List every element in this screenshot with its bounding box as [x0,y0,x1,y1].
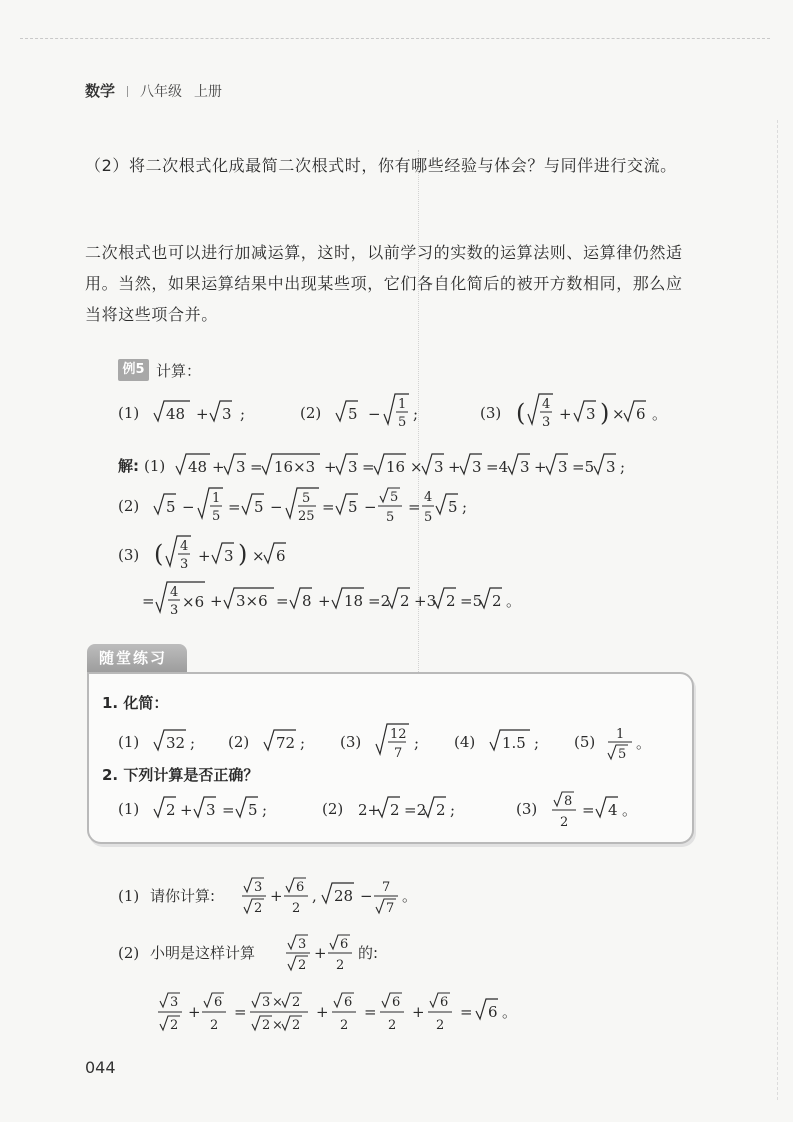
svg-text:5: 5 [424,510,433,525]
svg-text:=5: =5 [572,458,595,476]
svg-text:3×6: 3×6 [236,592,268,610]
svg-text:5: 5 [166,498,176,516]
grade-label: 八年级 [140,84,183,100]
svg-text:+: + [448,458,461,476]
svg-text:+: + [314,944,327,962]
page-edge [777,120,779,1100]
svg-text:,: , [312,887,317,905]
svg-text:6: 6 [440,995,449,1010]
svg-text:8: 8 [564,794,573,809]
svg-text:(1): (1) [144,457,166,475]
svg-text:=: = [276,592,289,610]
svg-text:(2): (2) [118,944,140,962]
svg-text:3: 3 [222,405,232,423]
svg-text:2: 2 [436,801,446,819]
svg-text:=: = [408,498,421,516]
svg-text:1: 1 [212,491,221,506]
svg-text:3: 3 [606,458,616,476]
svg-text:6: 6 [340,937,349,952]
practice-q2-items [118,788,678,834]
svg-text:2: 2 [492,592,502,610]
svg-text:2: 2 [446,592,456,610]
svg-text:5: 5 [302,491,311,506]
svg-text:2: 2 [388,1018,397,1033]
svg-text:2: 2 [292,901,301,916]
discussion-paragraph: （2）将二次根式化成最简二次根式时，你有哪些经验与体会？与同伴进行交流。 [85,156,677,175]
svg-text:(: ( [516,399,526,427]
svg-text:(: ( [154,540,164,568]
svg-text:。: 。 [622,801,638,819]
svg-text:(1): (1) [118,800,140,818]
svg-text:3: 3 [206,801,216,819]
svg-text:−: − [368,405,381,423]
svg-text:;: ; [190,734,196,752]
header-divider [127,86,128,97]
svg-text:+: + [196,405,209,423]
svg-text:;: ; [300,734,306,752]
svg-text:3: 3 [348,458,358,476]
svg-text:=: = [460,1003,473,1021]
svg-text:8: 8 [302,592,312,610]
svg-text:16×3: 16×3 [274,458,316,476]
svg-text:72: 72 [276,734,296,752]
top-rule [20,38,770,39]
rule-paragraph: 二次根式也可以进行加减运算，这时，以前学习的实数的运算法则、运算律仍然适用。当然，如果运算结果中出现某些项，它们各自化简后的被开方数相同，那么应当将这些项合并。 [85,243,683,324]
svg-text:(2): (2) [228,733,250,751]
svg-text:+: + [412,1003,425,1021]
svg-text:3: 3 [586,405,596,423]
svg-text:+: + [210,592,223,610]
svg-text:5: 5 [618,747,627,762]
solution-line-2 [118,484,598,532]
bottom-question-2 [118,930,518,980]
svg-text:+: + [318,592,331,610]
svg-text:2: 2 [254,901,263,916]
svg-text:;: ; [620,458,626,476]
svg-text:1: 1 [616,727,625,742]
svg-text:16: 16 [386,458,406,476]
svg-text:6: 6 [488,1003,498,1021]
svg-text:(2): (2) [300,404,322,422]
svg-text:×6: ×6 [182,593,205,611]
svg-text:3: 3 [170,995,179,1010]
volume-label: 上册 [194,84,223,100]
running-header [85,80,222,101]
svg-text:;: ; [414,734,420,752]
svg-text:3: 3 [434,458,444,476]
svg-text:5: 5 [248,801,258,819]
svg-text:12: 12 [390,727,407,742]
svg-text:;: ; [450,801,456,819]
svg-text:5: 5 [390,490,399,505]
svg-text:(2): (2) [322,800,344,818]
svg-text:+: + [270,887,283,905]
svg-text:2: 2 [292,1018,301,1033]
svg-text:1: 1 [398,397,407,412]
svg-text:3: 3 [180,557,189,572]
svg-text:1.5: 1.5 [502,734,526,752]
svg-text:2: 2 [170,1018,179,1033]
svg-text:=5: =5 [460,592,483,610]
svg-text:请你计算:: 请你计算: [150,887,216,905]
svg-text:;: ; [262,801,268,819]
svg-text:。: 。 [502,1003,518,1021]
practice-q1-items [118,720,678,768]
svg-text:3: 3 [542,415,551,430]
svg-text:+: + [316,1003,329,1021]
subject-label: 数学 [85,82,116,100]
svg-text:48: 48 [188,458,208,476]
svg-text:−: − [182,498,195,516]
svg-text:=: = [322,498,335,516]
svg-text:4: 4 [170,585,179,600]
svg-text:2: 2 [262,1018,271,1033]
svg-text:。: 。 [506,592,522,610]
svg-text:7: 7 [382,880,391,895]
example-title: 计算： [156,362,202,380]
svg-text:−: − [364,498,377,516]
svg-text:+: + [212,458,225,476]
svg-text:=: = [222,801,235,819]
svg-text:+: + [534,458,547,476]
svg-text:6: 6 [276,547,286,565]
svg-text:。: 。 [402,887,418,905]
svg-text:+: + [188,1003,201,1021]
svg-text:+: + [324,458,337,476]
svg-text:3: 3 [298,937,307,952]
svg-text:×: × [252,547,265,565]
page-number: 044 [85,1058,116,1077]
svg-text:4: 4 [180,539,189,554]
svg-text:(3): (3) [340,733,362,751]
svg-text:3: 3 [170,603,179,618]
svg-text:): ) [600,399,610,427]
svg-text:+3: +3 [414,592,437,610]
svg-text:=: = [364,1003,377,1021]
svg-text:;: ; [534,734,540,752]
svg-text:3: 3 [472,458,482,476]
svg-text:2: 2 [400,592,410,610]
svg-text:=2: =2 [404,801,427,819]
svg-text:×: × [272,995,283,1010]
svg-text:2: 2 [210,1018,219,1033]
svg-text:2: 2 [436,1018,445,1033]
svg-text:4: 4 [608,801,618,819]
solution-line-1 [118,448,703,484]
svg-text:3: 3 [558,458,568,476]
svg-text:2: 2 [390,801,400,819]
svg-text:小明是这样计算: 小明是这样计算 [150,944,256,962]
svg-text:5: 5 [386,510,395,525]
svg-text:。: 。 [652,405,668,423]
svg-text:=: = [362,458,375,476]
svg-text:的:: 的: [358,944,379,962]
solution-line-3b [142,578,622,626]
svg-text:;: ; [413,405,419,423]
svg-text:(5): (5) [574,733,596,751]
svg-text:2: 2 [560,815,569,830]
svg-text:5: 5 [398,415,407,430]
solution-line-3a [118,534,418,578]
svg-text:(3): (3) [118,546,140,564]
bottom-question-1 [118,872,518,922]
svg-text:+: + [180,801,193,819]
svg-text:6: 6 [296,880,305,895]
svg-text:6: 6 [392,995,401,1010]
practice-tab: 随堂练习 [87,644,187,672]
svg-text:4: 4 [424,490,433,505]
svg-text:×: × [410,458,423,476]
svg-text:28: 28 [334,887,354,905]
svg-text:。: 。 [636,734,652,752]
svg-text:2: 2 [336,958,345,973]
svg-text:2: 2 [298,958,307,973]
svg-text:=: = [234,1003,247,1021]
svg-text:4: 4 [542,397,551,412]
svg-text:25: 25 [298,509,315,524]
svg-text:=2: =2 [368,592,391,610]
example-problems [118,392,703,442]
bottom-work [156,988,596,1040]
svg-text:3: 3 [520,458,530,476]
svg-text:5: 5 [212,509,221,524]
practice-q2-label: 2. 下列计算是否正确？ [102,766,259,784]
svg-text:7: 7 [386,901,395,916]
svg-text:3: 3 [224,547,234,565]
svg-text:(2): (2) [118,497,140,515]
svg-text:×: × [272,1018,283,1033]
svg-text:2: 2 [166,801,176,819]
svg-text:3: 3 [236,458,246,476]
svg-text:3: 3 [254,880,263,895]
svg-text:+: + [559,405,572,423]
svg-text:5: 5 [254,498,264,516]
practice-q1-label: 1. 化简： [102,694,169,712]
svg-text:6: 6 [214,995,223,1010]
svg-text:(1): (1) [118,887,140,905]
svg-text:48: 48 [166,405,186,423]
svg-text:=: = [228,498,241,516]
svg-text:2: 2 [292,995,301,1010]
svg-text:5: 5 [348,405,358,423]
svg-text:32: 32 [166,734,186,752]
svg-text:6: 6 [344,995,353,1010]
svg-text:(1): (1) [118,404,140,422]
example-badge: 例5 [118,359,149,381]
svg-text:=: = [142,592,155,610]
svg-text:;: ; [462,498,468,516]
svg-text:=: = [582,801,595,819]
svg-text:×: × [612,405,625,423]
svg-text:;: ; [240,405,246,423]
svg-text:(4): (4) [454,733,476,751]
svg-text:−: − [360,887,373,905]
svg-text:−: − [270,498,283,516]
svg-text:(3): (3) [516,800,538,818]
svg-text:(3): (3) [480,404,502,422]
svg-text:5: 5 [348,498,358,516]
svg-text:7: 7 [394,746,403,761]
svg-text:2+: 2+ [358,801,381,819]
svg-text:6: 6 [636,405,646,423]
svg-text:2: 2 [340,1018,349,1033]
svg-text:18: 18 [344,592,364,610]
svg-text:解:: 解: [118,457,139,475]
svg-text:(1): (1) [118,733,140,751]
svg-text:3: 3 [262,995,271,1010]
svg-text:+: + [198,547,211,565]
svg-text:5: 5 [448,498,458,516]
svg-text:=: = [250,458,263,476]
svg-text:=4: =4 [486,458,509,476]
svg-text:): ) [238,540,248,568]
